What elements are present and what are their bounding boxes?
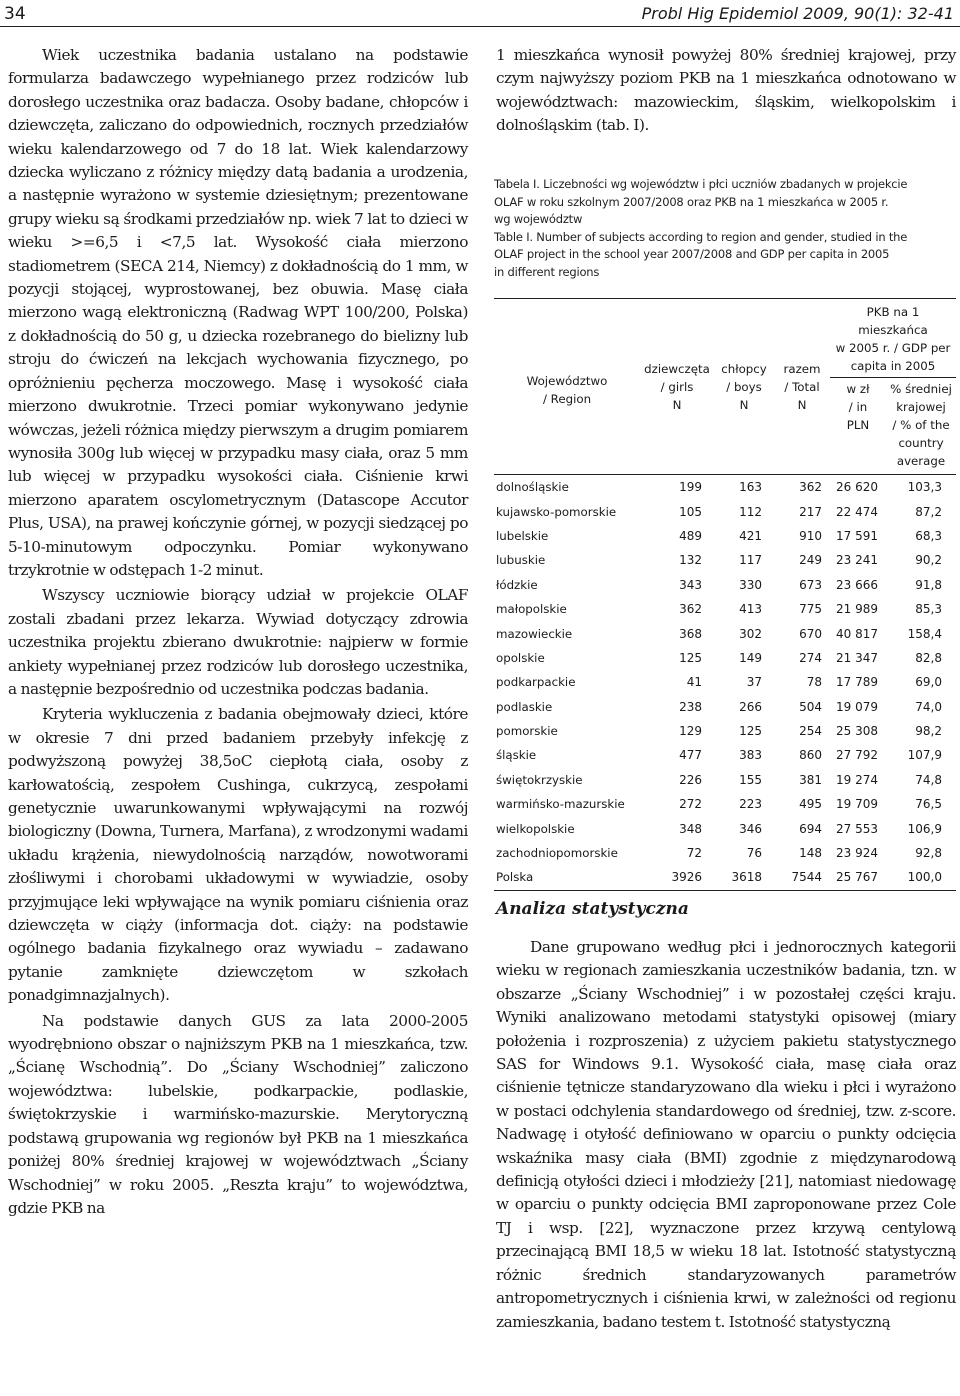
cell-boys: 383 [739,748,762,763]
paragraph-medical-exam: Wszyscy uczniowie biorący udział w projekcie OLAF zostali zbadani przez lekarza. Wywiad dotyczący zdrowia uczestnika projektu zbierano dwukrotnie: najpierw w formie ankiety wypełnianej przez rodziców lub dorosłego uczestnika, a następnie bezpośrednio od uczestnika podczas badania. [8,586,468,698]
cell-total: 7544 [791,870,822,885]
header-pln-l3: PLN [846,418,870,432]
table-row [494,792,956,816]
cell-gdp-pln: 27 553 [836,821,878,836]
cell-girls: 238 [679,699,702,714]
cell-gdp-pct: 76,5 [915,797,942,812]
header-girls-l1: dziewczęta [644,361,710,376]
cell-gdp-pct: 106,9 [907,821,942,836]
cell-gdp-pln: 17 591 [836,528,878,543]
cell-total: 775 [799,602,822,617]
header-gdp-l2: w 2005 r. / GDP per [835,341,951,355]
cell-boys: 330 [739,577,762,592]
caption-pl-line: OLAF w roku szkolnym 2007/2008 oraz PKB na 1 mieszkańca w 2005 r. [494,194,889,209]
journal-citation: Probl Hig Epidemiol 2009, 90(1): 32-41 [641,4,954,23]
cell-total: 495 [799,797,822,812]
cell-region: lubuskie [496,553,546,568]
cell-boys: 149 [739,650,762,665]
header-pct-l3: / % of the [892,418,950,432]
header-girls [640,299,714,475]
cell-gdp-pln: 40 817 [836,626,878,641]
cell-region: zachodniopomorskie [496,846,618,861]
header-girls-l3: N [672,397,682,412]
header-region-l2: / Region [542,391,592,406]
table-row [494,841,956,865]
cell-gdp-pln: 26 620 [836,480,878,495]
cell-total: 78 [806,675,822,690]
cell-gdp-pln: 17 789 [836,675,878,690]
cell-region: Polska [496,870,534,885]
header-boys-l3: N [739,397,749,412]
cell-girls: 348 [679,821,702,836]
cell-total: 860 [799,748,822,763]
cell-region: mazowieckie [496,626,573,641]
cell-gdp-pln: 23 924 [836,846,878,861]
cell-total: 670 [799,626,822,641]
cell-total: 673 [799,577,822,592]
cell-boys: 413 [739,602,762,617]
table-row [494,573,956,597]
table-row [494,621,956,645]
cell-boys: 117 [739,553,762,568]
right-column-analysis [496,936,956,1334]
cell-girls: 105 [679,504,702,519]
table-row [494,524,956,548]
cell-gdp-pln: 25 767 [836,870,878,885]
cell-gdp-pln: 22 474 [836,504,878,519]
cell-girls: 226 [679,772,702,787]
header-gdp-l1: PKB na 1 mieszkańca [858,305,928,337]
cell-boys: 76 [746,846,762,861]
cell-boys: 125 [739,724,762,739]
left-column [8,44,468,1220]
caption-en-line: in different regions [494,264,600,279]
header-pct-l2: krajowej [896,400,946,414]
cell-gdp-pct: 91,8 [915,577,942,592]
cell-region: małopolskie [496,602,567,617]
cell-gdp-pln: 19 079 [836,699,878,714]
cell-girls: 362 [679,602,702,617]
cell-region: śląskie [496,748,537,763]
header-pct [886,378,956,475]
cell-gdp-pct: 92,8 [915,846,942,861]
cell-girls: 125 [679,650,702,665]
header-boys [714,299,774,475]
cell-gdp-pln: 25 308 [836,724,878,739]
table-row [494,695,956,719]
cell-total: 254 [799,724,822,739]
table-row [494,719,956,743]
cell-boys: 3618 [731,870,762,885]
cell-gdp-pln: 19 709 [836,797,878,812]
cell-region: warmińsko-mazurskie [496,797,625,812]
right-column-intro [496,44,956,138]
cell-boys: 266 [739,699,762,714]
cell-boys: 112 [739,504,762,519]
cell-girls: 3926 [671,870,702,885]
cell-girls: 132 [679,553,702,568]
cell-girls: 343 [679,577,702,592]
caption-en-line: Table I. Number of subjects according to region and gender, studied in the [494,229,908,244]
table-row [494,548,956,572]
header-gdp [830,299,956,378]
cell-girls: 477 [679,748,702,763]
cell-boys: 223 [739,797,762,812]
table-body [494,475,956,891]
regions-table [494,298,956,891]
header-pct-l1: % średniej [890,382,952,396]
cell-region: pomorskie [496,724,558,739]
header-pct-l5: average [896,454,946,468]
cell-gdp-pct: 69,0 [915,675,942,690]
table-row [494,499,956,523]
table-caption [494,176,954,282]
cell-total: 910 [799,528,822,543]
cell-girls: 199 [679,480,702,495]
cell-region: opolskie [496,650,545,665]
paragraph-statistical-analysis: Dane grupowano według płci i jednorocznych kategorii wieku w regionach zamieszkania uczestników badania, tzn. w obszarze „Ściany Wschodniej” i w pozostałej części kraju. Wyniki analizowano metodami statystyki opisowej (miary położenia i rozproszenia) z użyciem pakietu statystycznego SAS for Windows 9.1. Wysokość ciała, masę ciała oraz ciśnienie tętnicze standaryzowano dla wieku i płci i wyrażono w postaci odchylenia standardowego od średniej, tzw. z-score. Nadwagę i otyłość definiowano w oparciu o punkty odcięcia wskaźnika masy ciała (BMI) zgodnie z międzynarodową definicją otyłości dzieci i młodzieży [21], natomiast niedowagę w oparciu o punkty odcięcia BMI zaproponowane przez Cole TJ i wsp. [22], wyznaczone przez krzywą centylową przecinającą BMI 18,5 w wieku 18 lat. Istotność statystyczną różnic średnich standaryzowanych parametrów antropometrycznych i ciśnienia krwi, w zależności od regionu zamieszkania, badano testem t. Istotność statystyczną [496,938,956,1331]
table-row [494,475,956,500]
cell-region: wielkopolskie [496,821,575,836]
table-row [494,865,956,890]
cell-region: dolnośląskie [496,480,569,495]
cell-gdp-pct: 82,8 [915,650,942,665]
cell-gdp-pct: 68,3 [915,528,942,543]
cell-gdp-pct: 90,2 [915,553,942,568]
header-pln-l1: w zł [846,382,870,396]
cell-total: 148 [799,846,822,861]
cell-gdp-pct: 158,4 [907,626,942,641]
cell-total: 249 [799,553,822,568]
caption-pl-line: wg województw [494,212,583,227]
header-boys-l1: chłopcy [721,361,767,376]
cell-gdp-pln: 21 347 [836,650,878,665]
table-row [494,597,956,621]
cell-gdp-pln: 23 666 [836,577,878,592]
header-girls-l2: / girls [660,379,694,394]
caption-en-line: OLAF project in the school year 2007/2008 and GDP per capita in 2005 [494,247,890,262]
cell-gdp-pct: 74,8 [915,772,942,787]
cell-total: 381 [799,772,822,787]
cell-gdp-pln: 21 989 [836,602,878,617]
header-total-l2: / Total [784,379,820,394]
cell-gdp-pct: 103,3 [907,480,942,495]
paragraph-methods-measurements: Wiek uczestnika badania ustalano na podstawie formularza badawczego wypełnianego przez rodziców lub dorosłego uczestnika oraz badacza. Osoby badane, chłopców i dziewczęta, zaliczano do odpowiednich, rocznych przedziałów wieku kalendarzowego od 7 do 18 lat. Wiek kalendarzowy dziecka wyliczano z różnicy między datą badania a urodzenia, a następnie wyrażono w systemie dziesiętnym; prezentowane grupy wieku są środkami przedziałów np. wiek 7 lat to dzieci w wieku >=6,5 i <7,5 lat. Wysokość ciała mierzono stadiometrem (SECA 214, Niemcy) z dokładnością do 1 mm, w pozycji stojącej, wyprostowanej, bez obuwia. Masę ciała mierzono wagą elektroniczną (Radwag WPT 100/200, Polska) z dokładnością do 50 g, u dziecka rozebranego do bielizny lub stroju do ćwiczeń na lekcjach wychowania fizycznego, po opróżnieniu pęcherza moczowego. Masę i wysokość ciała mierzono dwukrotnie. Trzeci pomiar wykonywano jedynie wówczas, jeżeli różnica między pierwszym a drugim pomiarem wynosiła 300g lub więcej w przypadku masy ciała, oraz 5 mm lub więcej w przypadku wysokości ciała. Ciśnienie krwi mierzono aparatem oscylometrycznym (Datascope Accutor Plus, USA), na prawej kończynie górnej, w pozycji siedzącej po 5-10-minutowym odpoczynku. Pomiar wykonywano trzykrotnie w odstępach 1-2 minut. [8,46,468,579]
cell-gdp-pln: 23 241 [836,553,878,568]
table-row [494,670,956,694]
cell-total: 362 [799,480,822,495]
section-heading: Analiza statystyczna [496,899,689,919]
cell-gdp-pct: 85,3 [915,602,942,617]
cell-gdp-pln: 27 792 [836,748,878,763]
cell-boys: 163 [739,480,762,495]
cell-boys: 302 [739,626,762,641]
cell-gdp-pct: 87,2 [915,504,942,519]
cell-total: 274 [799,650,822,665]
caption-pl-line: Tabela I. Liczebności wg województw i płci uczniów zbadanych w projekcie [494,177,908,191]
cell-region: kujawsko-pomorskie [496,504,617,519]
header-region [494,299,640,475]
cell-region: podlaskie [496,699,553,714]
table-row [494,816,956,840]
cell-total: 504 [799,699,822,714]
cell-region: świętokrzyskie [496,772,583,787]
cell-girls: 72 [686,846,702,861]
cell-total: 694 [799,821,822,836]
cell-boys: 421 [739,528,762,543]
cell-girls: 41 [686,675,702,690]
paragraph-regions: Na podstawie danych GUS za lata 2000-2005 wyodrębniono obszar o najniższym PKB na 1 mieszkańca, tzw. „Ścianę Wschodnią”. Do „Ściany Wschodniej” zaliczono województwa: lubelskie, podkarpackie, podlaskie, świętokrzyskie i warmińsko-mazurskie. Merytoryczną podstawą grupowania wg regionów był PKB na 1 mieszkańca poniżej 80% średniej krajowej w województwach „Ściany Wschodniej” w roku 2005. „Reszta kraju” to województwa, gdzie PKB na [8,1011,468,1217]
cell-gdp-pln: 19 274 [836,772,878,787]
table-row [494,646,956,670]
table-row [494,743,956,767]
header-total [774,299,830,475]
header-gdp-l3: capita in 2005 [850,359,936,373]
cell-gdp-pct: 74,0 [915,699,942,714]
cell-region: lubelskie [496,528,549,543]
cell-boys: 155 [739,772,762,787]
table-row [494,768,956,792]
paragraph-gdp-continuation: 1 mieszkańca wynosił powyżej 80% średniej krajowej, przy czym najwyższy poziom PKB na 1 mieszkańca odnotowano w województwach: mazowieckim, śląskim, wielkopolskim i dolnośląskim (tab. I). [496,46,956,135]
cell-girls: 489 [679,528,702,543]
header-rule [0,26,960,27]
cell-gdp-pct: 98,2 [915,724,942,739]
header-pln-l2: / in [848,400,868,414]
cell-girls: 272 [679,797,702,812]
paragraph-exclusion-criteria: Kryteria wykluczenia z badania obejmowały dzieci, które w okresie 7 dni przed badaniem przebyły infekcję z podwyższoną powyżej 38,5oC ciepłotą ciała, osoby z karłowatością, zespołem Cushinga, cukrzycą, zespołami genetycznie uwarunkowanymi wpływającymi na rozwój biologiczny (Downa, Turnera, Marfana), z wrodzonymi wadami układu krążenia, niewydolnością narządów, nowotworami złośliwymi i chorobami układowymi w wywiadzie, osoby przyjmujące leki wpływające na wynik pomiaru ciśnienia oraz dziewczęta w ciąży (informacja dot. ciąży: na podstawie ogólnego badania fizykalnego oraz wywiadu – zadawano pytanie zamknięte dziewczętom w szkołach ponadgimnazjalnych). [8,705,468,1005]
cell-boys: 346 [739,821,762,836]
header-total-l1: razem [783,361,821,376]
header-pln [830,378,886,475]
cell-gdp-pct: 100,0 [907,870,942,885]
cell-girls: 129 [679,724,702,739]
cell-boys: 37 [746,675,762,690]
cell-region: łódzkie [496,577,538,592]
header-total-l3: N [797,397,807,412]
cell-girls: 368 [679,626,702,641]
cell-region: podkarpackie [496,675,576,690]
header-pct-l4: country [898,436,944,450]
cell-total: 217 [799,504,822,519]
page-number: 34 [4,4,26,24]
header-boys-l2: / boys [726,379,762,394]
cell-gdp-pct: 107,9 [907,748,942,763]
header-region-l1: Województwo [526,373,608,388]
